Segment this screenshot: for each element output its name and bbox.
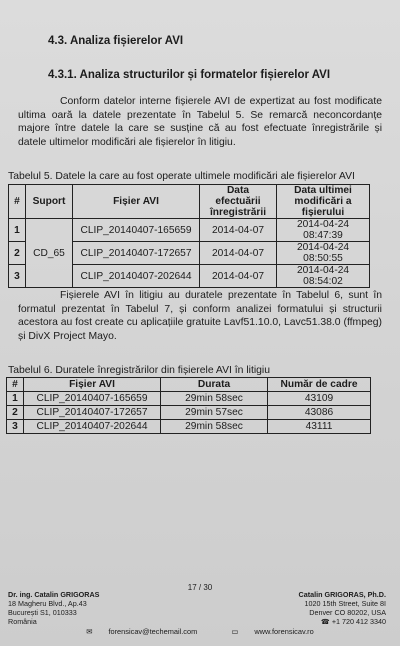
table-row xyxy=(7,420,371,434)
table-header-row xyxy=(7,378,371,392)
duration-cell: 29min 57sec xyxy=(161,406,268,420)
file-cell: CLIP_20140407-202644 xyxy=(24,420,161,434)
footer-left-name: Dr. ing. Catalin GRIGORAS xyxy=(8,590,100,599)
frames-cell: 43109 xyxy=(268,392,371,406)
row-number: 3 xyxy=(7,420,24,434)
file-cell: CLIP_20140407-165659 xyxy=(24,392,161,406)
rec-date-cell: 2014-04-07 xyxy=(200,242,277,265)
row-number: 1 xyxy=(9,219,26,242)
table-row xyxy=(7,392,371,406)
col-header: Data ultimei modificări a fișierului xyxy=(277,185,370,219)
table-row xyxy=(9,219,370,242)
footer-contact xyxy=(0,627,400,636)
footer-right-line: Denver CO 80202, USA xyxy=(309,608,386,617)
duration-cell: 29min 58sec xyxy=(161,392,268,406)
web-icon: ▭ xyxy=(231,627,239,636)
section-heading: 4.3. Analiza fișierelor AVI xyxy=(48,35,184,47)
row-number: 2 xyxy=(7,406,24,420)
col-header: Durata xyxy=(161,378,268,392)
email-icon: ✉ xyxy=(86,627,93,636)
phone-icon: ☎ xyxy=(320,617,332,626)
footer-right-address xyxy=(299,590,386,626)
table5 xyxy=(8,184,370,288)
mod-date-cell: 2014-04-24 08:47:39 xyxy=(277,219,370,242)
rec-date-cell: 2014-04-07 xyxy=(200,219,277,242)
mod-date-cell: 2014-04-24 08:54:02 xyxy=(277,265,370,288)
page-number: 17 / 30 xyxy=(187,583,213,592)
website-text: www.forensicav.ro xyxy=(254,627,314,636)
row-number: 1 xyxy=(7,392,24,406)
file-cell: CLIP_20140407-202644 xyxy=(73,265,200,288)
footer-left-line: București S1, 010333 xyxy=(8,608,77,617)
col-header: Fișier AVI xyxy=(73,185,200,219)
col-header: Fișier AVI xyxy=(24,378,161,392)
col-header: Suport xyxy=(26,185,73,219)
row-number: 2 xyxy=(9,242,26,265)
paragraph-1: Conform datelor interne fișierele AVI de expertizat au fost modificate ultima oară la datele prezentate în Tabelul 5. Se remarcă neconcordanțe majore între datele la care se susține că au fost efectuate înregistrările și datele ultimelor modificări ale fișierelor în litigiu. xyxy=(18,96,382,148)
footer-left-line: 18 Magheru Blvd., Ap.43 xyxy=(8,599,87,608)
footer-right-phone xyxy=(299,617,386,626)
footer-left-line: România xyxy=(8,617,37,626)
col-header: Număr de cadre xyxy=(268,378,371,392)
paragraph-2: Fișierele AVI în litigiu au duratele prezentate în Tabelul 6, sunt în formatul prezentat în Tabelul 7, și conform analizei formatului și structurii acestora au fost create cu aplicațiile gratuite Lavf51.10.0, Lavc51.38.0 (ffmpeg) și DivX Project Mayo. xyxy=(18,290,382,342)
website-contact[interactable] xyxy=(223,627,321,636)
duration-cell: 29min 58sec xyxy=(161,420,268,434)
row-number: 3 xyxy=(9,265,26,288)
frames-cell: 43111 xyxy=(268,420,371,434)
footer-left-address xyxy=(8,590,99,626)
email-contact[interactable] xyxy=(78,627,205,636)
table-header-row xyxy=(9,185,370,219)
table5-caption: Tabelul 5. Datele la care au fost operate ultimele modificări ale fișierelor AVI xyxy=(8,171,355,182)
frames-cell: 43086 xyxy=(268,406,371,420)
subsection-heading: 4.3.1. Analiza structurilor și formatelor fișierelor AVI xyxy=(48,69,331,81)
footer-right-line: 1020 15th Street, Suite 8I xyxy=(304,599,386,608)
col-header: Data efectuării înregistrării xyxy=(200,185,277,219)
phone-text: +1 720 412 3340 xyxy=(331,617,386,626)
table-row xyxy=(7,406,371,420)
col-header: # xyxy=(9,185,26,219)
file-cell: CLIP_20140407-165659 xyxy=(73,219,200,242)
file-cell: CLIP_20140407-172657 xyxy=(24,406,161,420)
email-text: forensicav@techemail.com xyxy=(108,627,198,636)
support-cell: CD_65 xyxy=(26,219,73,288)
mod-date-cell: 2014-04-24 08:50:55 xyxy=(277,242,370,265)
footer-right-name: Catalin GRIGORAS, Ph.D. xyxy=(298,590,386,599)
col-header: # xyxy=(7,378,24,392)
file-cell: CLIP_20140407-172657 xyxy=(73,242,200,265)
table6-caption: Tabelul 6. Duratele înregistrărilor din fișierele AVI în litigiu xyxy=(8,365,271,376)
rec-date-cell: 2014-04-07 xyxy=(200,265,277,288)
table6 xyxy=(6,377,371,434)
